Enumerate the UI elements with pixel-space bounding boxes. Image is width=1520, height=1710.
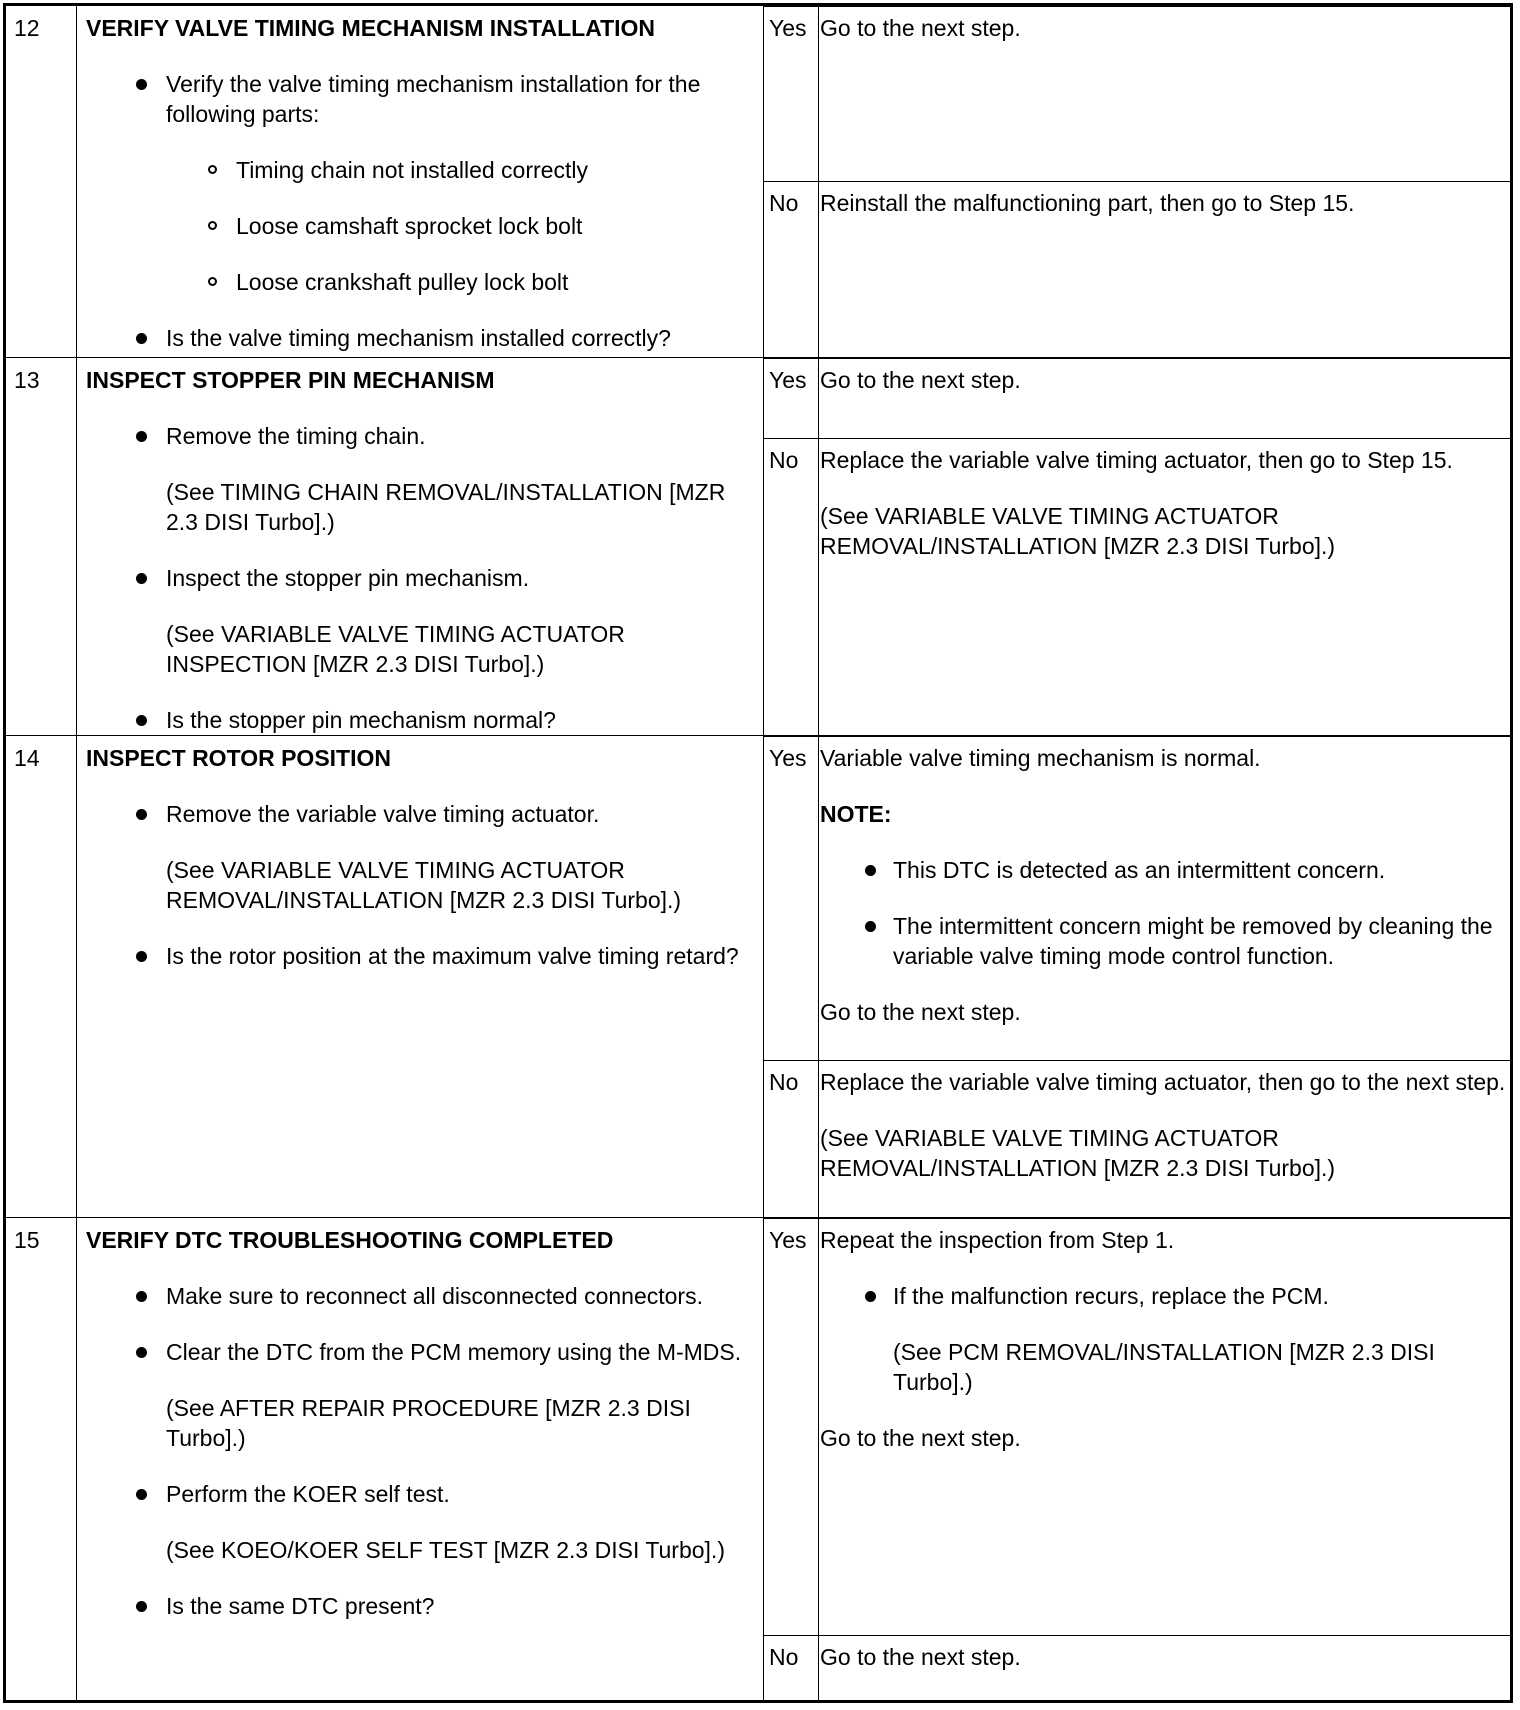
yes-label: Yes [769, 367, 807, 393]
procedure-table [3, 3, 1513, 1703]
note-label: NOTE: [820, 801, 892, 827]
no-action: Replace the variable valve timing actuator, then go to the next step. [820, 1069, 1506, 1095]
sub-bullet-item: Loose crankshaft pulley lock bolt [86, 267, 756, 297]
answer-no [763, 438, 1510, 735]
bullet-item: Remove the variable valve timing actuator. [86, 799, 756, 829]
step-row-14 [6, 736, 1510, 1218]
reference-text: (See VARIABLE VALVE TIMING ACTUATOR REMOVAL/INSTALLATION [MZR 2.3 DISI Turbo].) [820, 503, 1336, 559]
reference-text: (See VARIABLE VALVE TIMING ACTUATOR INSPECTION [MZR 2.3 DISI Turbo].) [166, 621, 625, 677]
bullet-item: Remove the timing chain. [86, 421, 756, 451]
no-label: No [769, 1644, 799, 1670]
sub-bullet-item: Loose camshaft sprocket lock bolt [86, 211, 756, 241]
step-row-13 [6, 358, 1510, 736]
yes-action: Go to the next step. [820, 15, 1021, 41]
bullet-item: Is the rotor position at the maximum valve timing retard? [86, 941, 756, 971]
answer-yes [763, 6, 1510, 181]
procedure-cell [86, 365, 756, 735]
procedure-cell [86, 13, 756, 353]
bullet-item: Is the valve timing mechanism installed correctly? [86, 323, 756, 353]
bullet-item: Is the same DTC present? [86, 1591, 756, 1621]
step-row-15 [6, 1218, 1510, 1700]
procedure-cell [86, 1225, 756, 1621]
reference-text: (See TIMING CHAIN REMOVAL/INSTALLATION [MZR 2.3 DISI Turbo].) [166, 479, 726, 535]
no-label: No [769, 447, 799, 473]
step-number: 13 [14, 367, 40, 393]
answer-no [763, 1060, 1510, 1217]
note-item: The intermittent concern might be removed by cleaning the variable valve timing mode control function. [820, 911, 1520, 971]
reference-text: (See PCM REMOVAL/INSTALLATION [MZR 2.3 DISI Turbo].) [893, 1339, 1435, 1395]
reference-text: (See AFTER REPAIR PROCEDURE [MZR 2.3 DISI Turbo].) [166, 1395, 691, 1451]
yes-next: Go to the next step. [820, 1425, 1021, 1451]
no-action: Go to the next step. [820, 1644, 1021, 1670]
no-action: Reinstall the malfunctioning part, then go to Step 15. [820, 190, 1355, 216]
yes-label: Yes [769, 15, 807, 41]
answer-no [763, 181, 1510, 357]
bullet-item: Perform the KOER self test. [86, 1479, 756, 1509]
yes-action: Repeat the inspection from Step 1. [820, 1227, 1175, 1253]
note-item: This DTC is detected as an intermittent concern. [820, 855, 1520, 885]
yes-label: Yes [769, 745, 807, 771]
no-label: No [769, 190, 799, 216]
step-title: INSPECT ROTOR POSITION [86, 745, 391, 771]
step-row-12 [6, 6, 1510, 358]
yes-label: Yes [769, 1227, 807, 1253]
bullet-item: Clear the DTC from the PCM memory using the M-MDS. [86, 1337, 756, 1367]
bullet-item: Inspect the stopper pin mechanism. [86, 563, 756, 593]
step-title: INSPECT STOPPER PIN MECHANISM [86, 367, 495, 393]
yes-action: Variable valve timing mechanism is normal. [820, 745, 1261, 771]
step-number: 12 [14, 15, 40, 41]
answer-yes [763, 736, 1510, 1060]
no-label: No [769, 1069, 799, 1095]
yes-action: Go to the next step. [820, 367, 1021, 393]
step-title: VERIFY DTC TROUBLESHOOTING COMPLETED [86, 1227, 614, 1253]
answer-no [763, 1635, 1510, 1700]
bullet-item: Is the stopper pin mechanism normal? [86, 705, 756, 735]
yes-next: Go to the next step. [820, 999, 1021, 1025]
procedure-cell [86, 743, 756, 971]
step-number: 14 [14, 745, 40, 771]
bullet-item: Make sure to reconnect all disconnected connectors. [86, 1281, 756, 1311]
sub-bullet-item: Timing chain not installed correctly [86, 155, 756, 185]
bullet-item: Verify the valve timing mechanism installation for the following parts: [86, 69, 756, 129]
bullet-item: If the malfunction recurs, replace the PCM. [820, 1281, 1520, 1311]
step-title: VERIFY VALVE TIMING MECHANISM INSTALLATION [86, 15, 656, 41]
reference-text: (See KOEO/KOER SELF TEST [MZR 2.3 DISI Turbo].) [166, 1537, 725, 1563]
reference-text: (See VARIABLE VALVE TIMING ACTUATOR REMOVAL/INSTALLATION [MZR 2.3 DISI Turbo].) [820, 1125, 1336, 1181]
answer-yes [763, 358, 1510, 438]
no-action: Replace the variable valve timing actuator, then go to Step 15. [820, 447, 1453, 473]
step-number: 15 [14, 1227, 40, 1253]
reference-text: (See VARIABLE VALVE TIMING ACTUATOR REMOVAL/INSTALLATION [MZR 2.3 DISI Turbo].) [166, 857, 682, 913]
answer-yes [763, 1218, 1510, 1635]
